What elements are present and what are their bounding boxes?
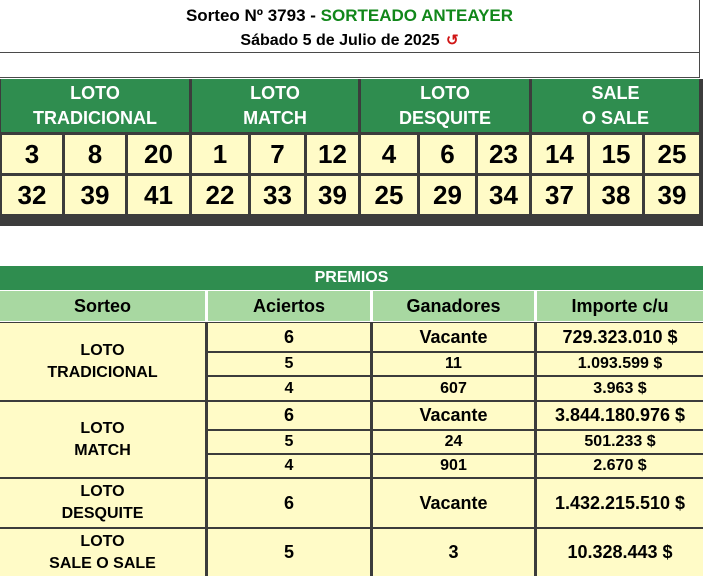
ganadores-cell: Vacante — [373, 323, 534, 351]
number-ball: 4 — [361, 135, 417, 173]
header-sorteo: Sorteo — [0, 291, 205, 321]
importe-cell: 1.432.215.510 $ — [537, 479, 703, 527]
number-ball: 37 — [532, 176, 587, 214]
number-ball: 39 — [65, 176, 125, 214]
prize-group-sale-o-sale: LOTO SALE O SALE — [0, 529, 205, 576]
number-ball: 32 — [2, 176, 62, 214]
number-ball: 33 — [251, 176, 304, 214]
aciertos-cell: 6 — [208, 479, 370, 527]
number-ball: 3 — [2, 135, 62, 173]
game-header-sale-o-sale: SALE O SALE — [532, 79, 699, 132]
importe-cell: 10.328.443 $ — [537, 529, 703, 576]
number-ball: 15 — [590, 135, 642, 173]
refresh-icon[interactable]: ↺ — [446, 32, 459, 49]
draw-title — [0, 6, 699, 26]
number-ball: 14 — [532, 135, 587, 173]
number-ball: 25 — [361, 176, 417, 214]
importe-cell: 501.233 $ — [537, 431, 703, 453]
ganadores-cell: 3 — [373, 529, 534, 576]
aciertos-cell: 6 — [208, 402, 370, 429]
number-ball: 7 — [251, 135, 304, 173]
aciertos-cell: 4 — [208, 455, 370, 477]
aciertos-cell: 6 — [208, 323, 370, 351]
prizes-header-row — [0, 290, 703, 322]
ganadores-cell: 901 — [373, 455, 534, 477]
prize-group-loto-desquite: LOTO DESQUITE — [0, 479, 205, 527]
number-ball: 23 — [478, 135, 529, 173]
aciertos-cell: 5 — [208, 431, 370, 453]
aciertos-cell: 4 — [208, 377, 370, 400]
game-header-loto-tradicional: LOTO TRADICIONAL — [1, 79, 189, 132]
number-ball: 41 — [128, 176, 189, 214]
prize-group-loto-match: LOTO MATCH — [0, 402, 205, 477]
importe-cell: 2.670 $ — [537, 455, 703, 477]
number-ball: 8 — [65, 135, 125, 173]
importe-cell: 3.844.180.976 $ — [537, 402, 703, 429]
number-ball: 25 — [645, 135, 699, 173]
draw-status: SORTEADO ANTEAYER — [320, 6, 514, 25]
prize-group-loto-tradicional: LOTO TRADICIONAL — [0, 323, 205, 400]
game-header-loto-desquite: LOTO DESQUITE — [361, 79, 529, 132]
ganadores-cell: 24 — [373, 431, 534, 453]
header-ganadores: Ganadores — [373, 291, 534, 321]
game-header-loto-match: LOTO MATCH — [192, 79, 358, 132]
spacer-row — [0, 53, 700, 78]
aciertos-cell: 5 — [208, 353, 370, 375]
header-importe: Importe c/u — [537, 291, 703, 321]
importe-cell: 1.093.599 $ — [537, 353, 703, 375]
ganadores-cell: 11 — [373, 353, 534, 375]
draw-date: Sábado 5 de Julio de 2025 — [240, 32, 440, 49]
results-board — [0, 79, 703, 226]
number-ball: 22 — [192, 176, 248, 214]
importe-cell: 3.963 $ — [537, 377, 703, 400]
number-ball: 39 — [307, 176, 358, 214]
number-ball: 1 — [192, 135, 248, 173]
number-ball: 12 — [307, 135, 358, 173]
number-ball: 20 — [128, 135, 189, 173]
prizes-table — [0, 322, 703, 576]
number-ball: 6 — [420, 135, 475, 173]
number-ball: 39 — [645, 176, 699, 214]
number-ball: 34 — [478, 176, 529, 214]
draw-date-line — [0, 31, 699, 50]
header-aciertos: Aciertos — [208, 291, 370, 321]
draw-number-label: Sorteo Nº 3793 - — [185, 6, 321, 25]
prizes-title: PREMIOS — [0, 266, 703, 290]
draw-header — [0, 0, 700, 53]
number-ball: 29 — [420, 176, 475, 214]
ganadores-cell: Vacante — [373, 402, 534, 429]
ganadores-cell: Vacante — [373, 479, 534, 527]
aciertos-cell: 5 — [208, 529, 370, 576]
ganadores-cell: 607 — [373, 377, 534, 400]
importe-cell: 729.323.010 $ — [537, 323, 703, 351]
number-ball: 38 — [590, 176, 642, 214]
